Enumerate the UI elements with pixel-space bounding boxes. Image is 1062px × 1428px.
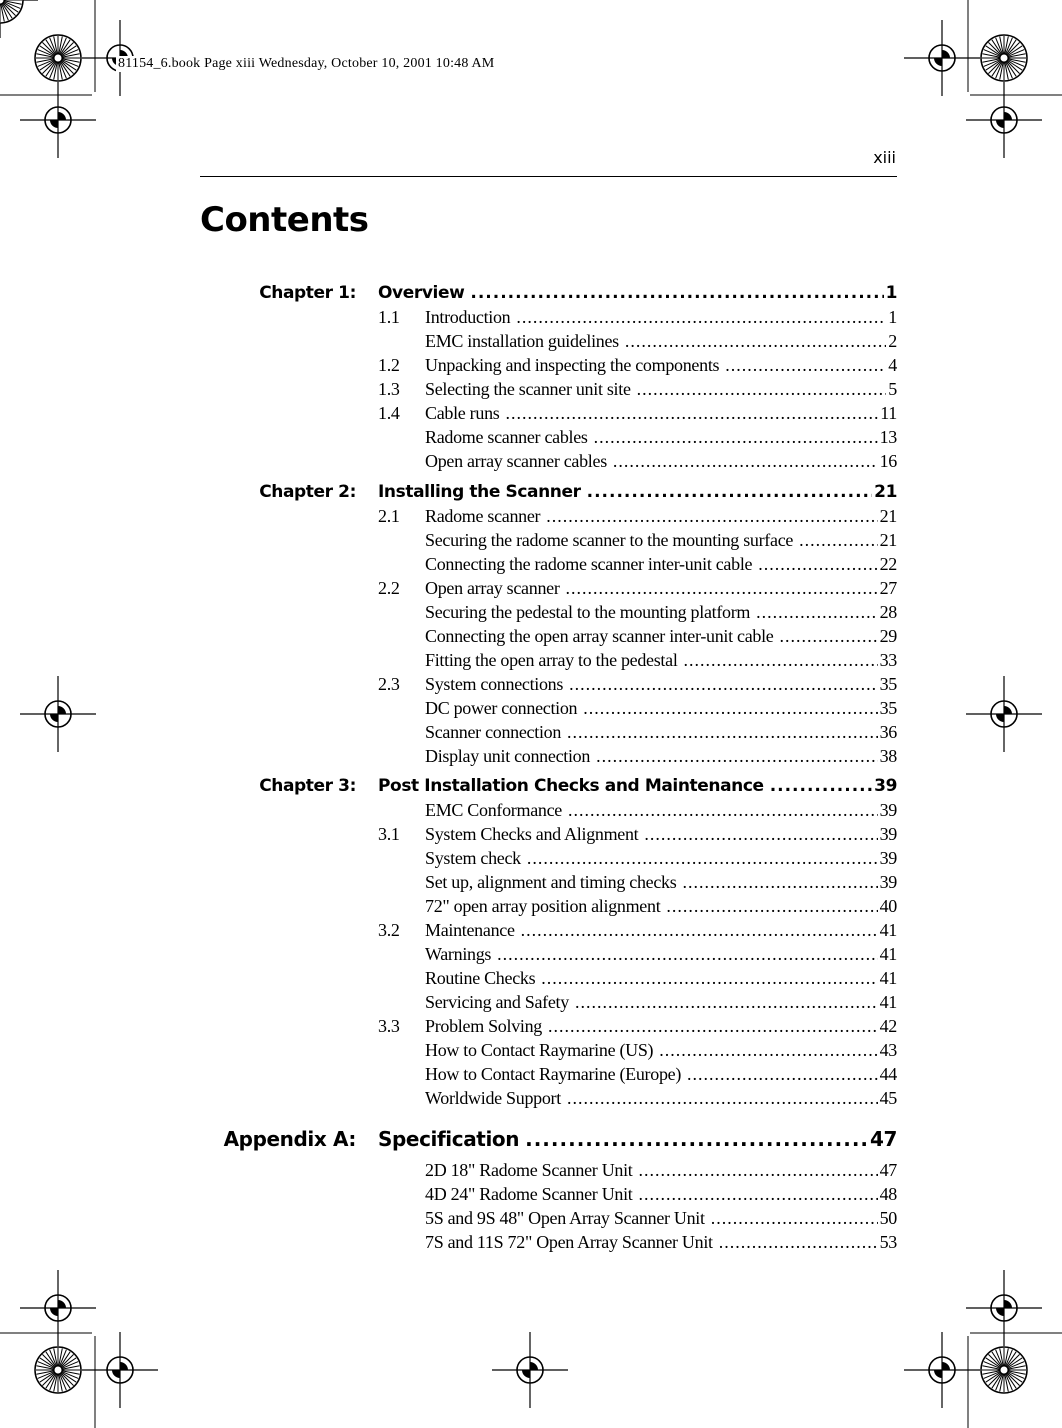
entry-title: Open array scanner bbox=[425, 578, 560, 598]
entry-page: 29 bbox=[879, 626, 897, 646]
entry-title: 7S and 11S 72" Open Array Scanner Unit bbox=[425, 1232, 713, 1252]
chapter-title-row[interactable] bbox=[378, 283, 897, 303]
dot-leader bbox=[687, 1064, 878, 1085]
section-number: 2.2 bbox=[378, 578, 400, 598]
entry-title: EMC installation guidelines bbox=[425, 331, 619, 351]
toc-entry[interactable] bbox=[378, 896, 897, 917]
entry-title: How to Contact Raymarine (Europe) bbox=[425, 1064, 682, 1084]
dot-leader bbox=[525, 1127, 868, 1151]
dot-leader bbox=[639, 1160, 878, 1181]
entry-page: 40 bbox=[879, 896, 897, 916]
toc-entry[interactable] bbox=[378, 722, 897, 743]
entry-page: 35 bbox=[879, 674, 897, 694]
toc-entry[interactable] bbox=[378, 1016, 897, 1037]
dot-leader bbox=[719, 1232, 878, 1253]
toc-entry[interactable] bbox=[378, 427, 897, 448]
dot-leader bbox=[575, 992, 878, 1013]
entry-title: Unpacking and inspecting the components bbox=[425, 355, 720, 375]
chapter-page: 21 bbox=[874, 482, 897, 502]
entry-page: 4 bbox=[888, 355, 897, 375]
entry-page: 38 bbox=[879, 746, 897, 766]
entry-title: Connecting the open array scanner inter-unit cable bbox=[425, 626, 774, 646]
chapter-label: Chapter 2: bbox=[259, 482, 356, 502]
entry-title: Worldwide Support bbox=[425, 1088, 561, 1108]
toc-entry[interactable] bbox=[378, 451, 897, 472]
section-number: 2.3 bbox=[378, 674, 400, 694]
toc-entry[interactable] bbox=[378, 626, 897, 647]
chapter-title: Installing the Scanner bbox=[378, 482, 581, 502]
dot-leader bbox=[756, 602, 877, 623]
toc-entry[interactable] bbox=[378, 968, 897, 989]
chapter-label: Chapter 1: bbox=[259, 283, 356, 303]
dot-leader bbox=[470, 283, 883, 303]
section-number: 3.2 bbox=[378, 920, 400, 940]
entry-title: Problem Solving bbox=[425, 1016, 543, 1036]
entry-page: 27 bbox=[879, 578, 897, 598]
entry-title: Scanner connection bbox=[425, 722, 562, 742]
entry-title: Securing the pedestal to the mounting platform bbox=[425, 602, 751, 622]
entry-page: 16 bbox=[879, 451, 897, 471]
entry-title: 5S and 9S 48" Open Array Scanner Unit bbox=[425, 1208, 705, 1228]
toc-entry[interactable] bbox=[378, 554, 897, 575]
entry-page: 41 bbox=[879, 944, 897, 964]
entry-title: Servicing and Safety bbox=[425, 992, 569, 1012]
entry-page: 33 bbox=[879, 650, 897, 670]
entry-title: Routine Checks bbox=[425, 968, 536, 988]
toc-entry[interactable] bbox=[378, 674, 897, 695]
entry-title: Radome scanner bbox=[425, 506, 541, 526]
chapter-label: Chapter 3: bbox=[259, 776, 356, 796]
entry-title: Open array scanner cables bbox=[425, 451, 607, 471]
entry-page: 43 bbox=[879, 1040, 897, 1060]
entry-page: 39 bbox=[879, 800, 897, 820]
entry-page: 11 bbox=[880, 403, 897, 423]
chapter-page: 39 bbox=[874, 776, 897, 796]
entry-page: 39 bbox=[879, 824, 897, 844]
toc-entry[interactable] bbox=[378, 1160, 897, 1181]
chapter-page: 1 bbox=[885, 283, 897, 303]
section-number: 1.3 bbox=[378, 379, 400, 399]
entry-page: 53 bbox=[879, 1232, 897, 1252]
entry-page: 5 bbox=[888, 379, 897, 399]
entry-title: DC power connection bbox=[425, 698, 578, 718]
toc-entry[interactable] bbox=[378, 1184, 897, 1205]
appendix-label: Appendix A: bbox=[223, 1127, 356, 1151]
print-header-info: 81154_6.book Page xiii Wednesday, October 10, 2001 10:48 AM bbox=[118, 56, 495, 71]
entry-page: 41 bbox=[879, 992, 897, 1012]
dot-leader bbox=[516, 307, 886, 328]
entry-page: 35 bbox=[879, 698, 897, 718]
toc-entry[interactable] bbox=[378, 1088, 897, 1109]
toc-entry[interactable] bbox=[378, 872, 897, 893]
dot-leader bbox=[644, 824, 877, 845]
chapter-title: Post Installation Checks and Maintenance bbox=[378, 776, 764, 796]
toc-entry[interactable] bbox=[378, 824, 897, 845]
dot-leader bbox=[637, 379, 887, 400]
entry-title: Selecting the scanner unit site bbox=[425, 379, 631, 399]
entry-title: Introduction bbox=[425, 307, 511, 327]
appendix-title-row[interactable] bbox=[378, 1127, 897, 1151]
toc-entry[interactable] bbox=[378, 355, 897, 376]
toc-entry[interactable] bbox=[378, 602, 897, 623]
entry-title: Display unit connection bbox=[425, 746, 591, 766]
dot-leader bbox=[497, 944, 877, 965]
dot-leader bbox=[594, 427, 878, 448]
toc-entry[interactable] bbox=[378, 920, 897, 941]
dot-leader bbox=[568, 800, 878, 821]
toc-entry[interactable] bbox=[378, 307, 897, 328]
entry-title: Securing the radome scanner to the mounting surface bbox=[425, 530, 794, 550]
dot-leader bbox=[587, 482, 873, 502]
page-number: xiii bbox=[873, 148, 896, 167]
dot-leader bbox=[758, 554, 877, 575]
entry-page: 44 bbox=[879, 1064, 897, 1084]
toc-entry[interactable] bbox=[378, 944, 897, 965]
section-number: 1.1 bbox=[378, 307, 400, 327]
entry-page: 39 bbox=[879, 872, 897, 892]
entry-page: 21 bbox=[879, 530, 897, 550]
appendix-page: 47 bbox=[869, 1127, 897, 1151]
entry-title: 72" open array position alignment bbox=[425, 896, 661, 916]
dot-leader bbox=[770, 776, 872, 796]
entry-title: 2D 18" Radome Scanner Unit bbox=[425, 1160, 633, 1180]
entry-title: Maintenance bbox=[425, 920, 515, 940]
dot-leader bbox=[548, 1016, 878, 1037]
dot-leader bbox=[527, 848, 878, 869]
page-title: Contents bbox=[200, 200, 369, 240]
entry-title: Connecting the radome scanner inter-unit cable bbox=[425, 554, 753, 574]
entry-page: 13 bbox=[879, 427, 897, 447]
toc-entry[interactable] bbox=[378, 1232, 897, 1253]
dot-leader bbox=[567, 1088, 878, 1109]
dot-leader bbox=[569, 674, 878, 695]
toc-entry[interactable] bbox=[378, 1208, 897, 1229]
dot-leader bbox=[725, 355, 886, 376]
toc-entry[interactable] bbox=[378, 530, 897, 551]
entry-page: 48 bbox=[879, 1184, 897, 1204]
entry-page: 50 bbox=[879, 1208, 897, 1228]
toc-entry[interactable] bbox=[378, 578, 897, 599]
dot-leader bbox=[613, 451, 878, 472]
toc-entry[interactable] bbox=[378, 848, 897, 869]
section-number: 1.2 bbox=[378, 355, 400, 375]
dot-leader bbox=[682, 872, 877, 893]
dot-leader bbox=[596, 746, 878, 767]
dot-leader bbox=[799, 530, 878, 551]
section-number: 2.1 bbox=[378, 506, 400, 526]
entry-page: 41 bbox=[879, 920, 897, 940]
section-number: 3.1 bbox=[378, 824, 400, 844]
dot-leader bbox=[684, 650, 878, 671]
section-number: 3.3 bbox=[378, 1016, 400, 1036]
dot-leader bbox=[566, 578, 878, 599]
toc-entry[interactable] bbox=[378, 992, 897, 1013]
toc-entry[interactable] bbox=[378, 746, 897, 767]
toc-entry[interactable] bbox=[378, 698, 897, 719]
entry-title: Warnings bbox=[425, 944, 492, 964]
dot-leader bbox=[541, 968, 877, 989]
entry-page: 39 bbox=[879, 848, 897, 868]
entry-page: 28 bbox=[879, 602, 897, 622]
toc-entry[interactable] bbox=[378, 650, 897, 671]
entry-page: 2 bbox=[888, 331, 897, 351]
entry-page: 47 bbox=[879, 1160, 897, 1180]
entry-page: 42 bbox=[879, 1016, 897, 1036]
dot-leader bbox=[625, 331, 886, 352]
entry-title: 4D 24" Radome Scanner Unit bbox=[425, 1184, 633, 1204]
toc-entry[interactable] bbox=[378, 331, 897, 352]
dot-leader bbox=[583, 698, 877, 719]
chapter-title-row[interactable] bbox=[378, 482, 897, 502]
section-number: 1.4 bbox=[378, 403, 400, 423]
entry-title: How to Contact Raymarine (US) bbox=[425, 1040, 654, 1060]
dot-leader bbox=[780, 626, 878, 647]
toc-entry[interactable] bbox=[378, 1064, 897, 1085]
entry-page: 22 bbox=[879, 554, 897, 574]
toc-entry[interactable] bbox=[378, 506, 897, 527]
toc-entry[interactable] bbox=[378, 1040, 897, 1061]
entry-page: 36 bbox=[879, 722, 897, 742]
chapter-title: Overview bbox=[378, 283, 465, 303]
toc-entry[interactable] bbox=[378, 403, 897, 424]
appendix-title: Specification bbox=[378, 1127, 520, 1151]
dot-leader bbox=[666, 896, 877, 917]
entry-page: 41 bbox=[879, 968, 897, 988]
dot-leader bbox=[546, 506, 877, 527]
toc-entry[interactable] bbox=[378, 379, 897, 400]
entry-title: System check bbox=[425, 848, 521, 868]
dot-leader bbox=[567, 722, 878, 743]
dot-leader bbox=[506, 403, 879, 424]
entry-page: 1 bbox=[888, 307, 897, 327]
entry-page: 45 bbox=[879, 1088, 897, 1108]
dot-leader bbox=[659, 1040, 877, 1061]
entry-title: Set up, alignment and timing checks bbox=[425, 872, 677, 892]
chapter-title-row[interactable] bbox=[378, 776, 897, 796]
dot-leader bbox=[711, 1208, 878, 1229]
entry-title: System Checks and Alignment bbox=[425, 824, 639, 844]
entry-title: Fitting the open array to the pedestal bbox=[425, 650, 678, 670]
toc-entry[interactable] bbox=[378, 800, 897, 821]
entry-page: 21 bbox=[879, 506, 897, 526]
dot-leader bbox=[521, 920, 878, 941]
dot-leader bbox=[639, 1184, 878, 1205]
entry-title: Radome scanner cables bbox=[425, 427, 588, 447]
entry-title: Cable runs bbox=[425, 403, 500, 423]
entry-title: System connections bbox=[425, 674, 564, 694]
entry-title: EMC Conformance bbox=[425, 800, 562, 820]
